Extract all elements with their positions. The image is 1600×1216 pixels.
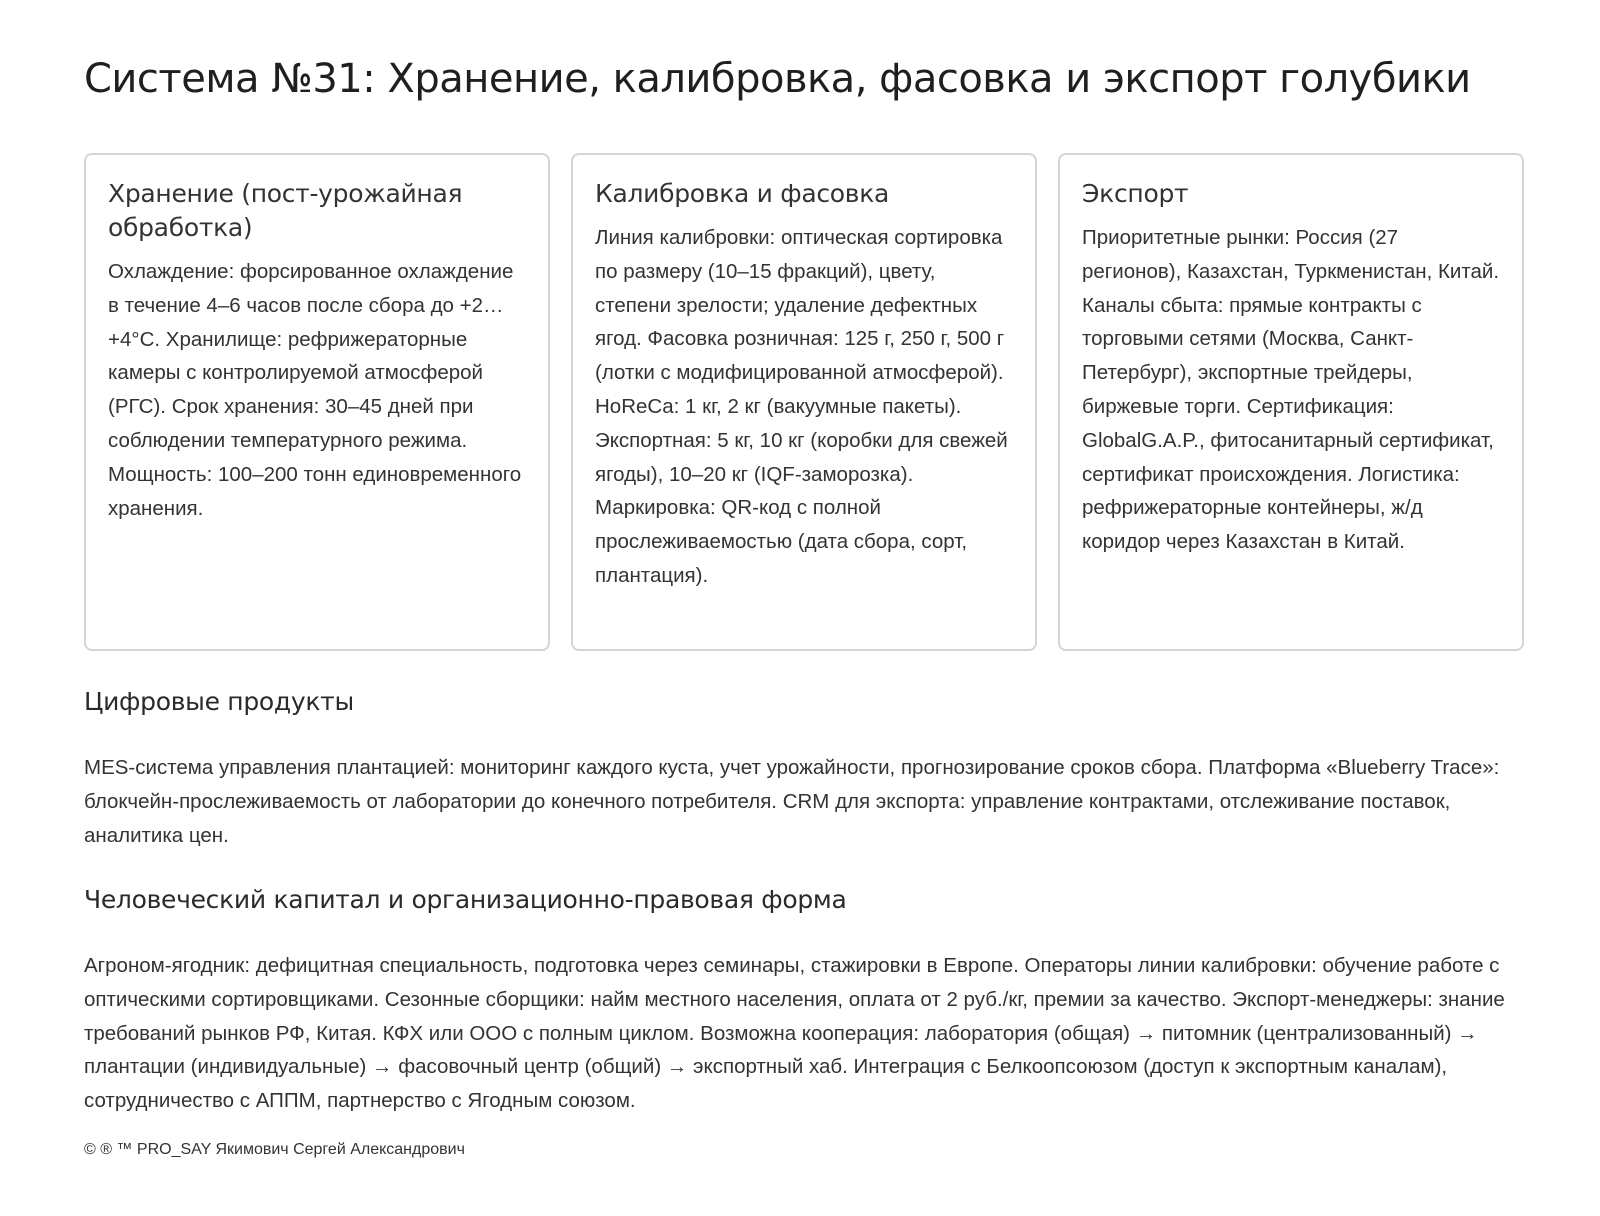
card-title: Экспорт (1082, 179, 1189, 208)
card-title: Калибровка и фасовка (595, 179, 890, 208)
card-text: Линия калибровки: оптическая сортировка по размеру (10–15 фракций), цвету, степени зрелости; удаление дефектных ягод. Фасовка розничная: 125 г, 250 г, 500 г (лотки с модифицированной атмосферой). HoReCa: 1 кг, 2 кг (вакуумные пакеты). Экспортная: 5 кг, 10 кг (коробки для свежей ягоды), 10–20 кг (IQF-заморозка). Маркировка: QR-код с полной прослеживаемостью (дата сбора, сорт, плантация). (595, 226, 1008, 587)
cards-row (84, 153, 1523, 651)
card-export (1058, 153, 1524, 651)
card-storage (84, 153, 550, 651)
section-text-digital-products: MES-система управления плантацией: мониторинг каждого куста, учет урожайности, прогнозирование сроков сбора. Платформа «Blueberry Trace»: блокчейн-прослеживаемость от лаборатории до конечного потребителя. CRM для экспорта: управление контрактами, отслеживание поставок, аналитика цен. (84, 756, 1500, 847)
copyright-footer: © ® ™ PRO_SAY Якимович Сергей Александрович (84, 1141, 465, 1158)
card-title: Хранение (пост-урожайная обработка) (108, 179, 463, 242)
card-calibration-packing (571, 153, 1037, 651)
section-heading-digital-products: Цифровые продукты (84, 687, 354, 716)
section-heading-human-capital: Человеческий капитал и организационно-правовая форма (84, 885, 847, 914)
card-text: Приоритетные рынки: Россия (27 регионов), Казахстан, Туркменистан, Китай. Каналы сбыта: прямые контракты с торговыми сетями (Москва, Санкт-Петербург), экспортные трейдеры, биржевые торги. Сертификация: GlobalG.A.P., фитосанитарный сертификат, сертификат происхождения. Логистика: рефрижераторные контейнеры, ж/д коридор через Казахстан в Китай. (1082, 226, 1500, 554)
page-title: Система №31: Хранение, калибровка, фасовка и экспорт голубики (84, 56, 1471, 102)
section-text-human-capital: Агроном-ягодник: дефицитная специальность, подготовка через семинары, стажировки в Европе. Операторы линии калибровки: обучение работе с оптическими сортировщиками. Сезонные сборщики: найм местного населения, оплата от 2 руб./кг, премии за качество. Экспорт-менеджеры: знание требований рынков РФ, Китая. КФХ или ООО с полным циклом. Возможна кооперация: лаборатория (общая) → питомник (централизованный) → плантации (индивидуальные) → фасовочный центр (общий) → экспортный хаб. Интеграция с Белкоопсоюзом (доступ к экспортным каналам), сотрудничество с АППМ, партнерство с Ягодным союзом. (84, 954, 1505, 1113)
card-text: Охлаждение: форсированное охлаждение в течение 4–6 часов после сбора до +2…+4°C. Хранилище: рефрижераторные камеры с контролируемой атмосферой (РГС). Срок хранения: 30–45 дней при соблюдении температурного режима. Мощность: 100–200 тонн единовременного хранения. (108, 260, 522, 520)
